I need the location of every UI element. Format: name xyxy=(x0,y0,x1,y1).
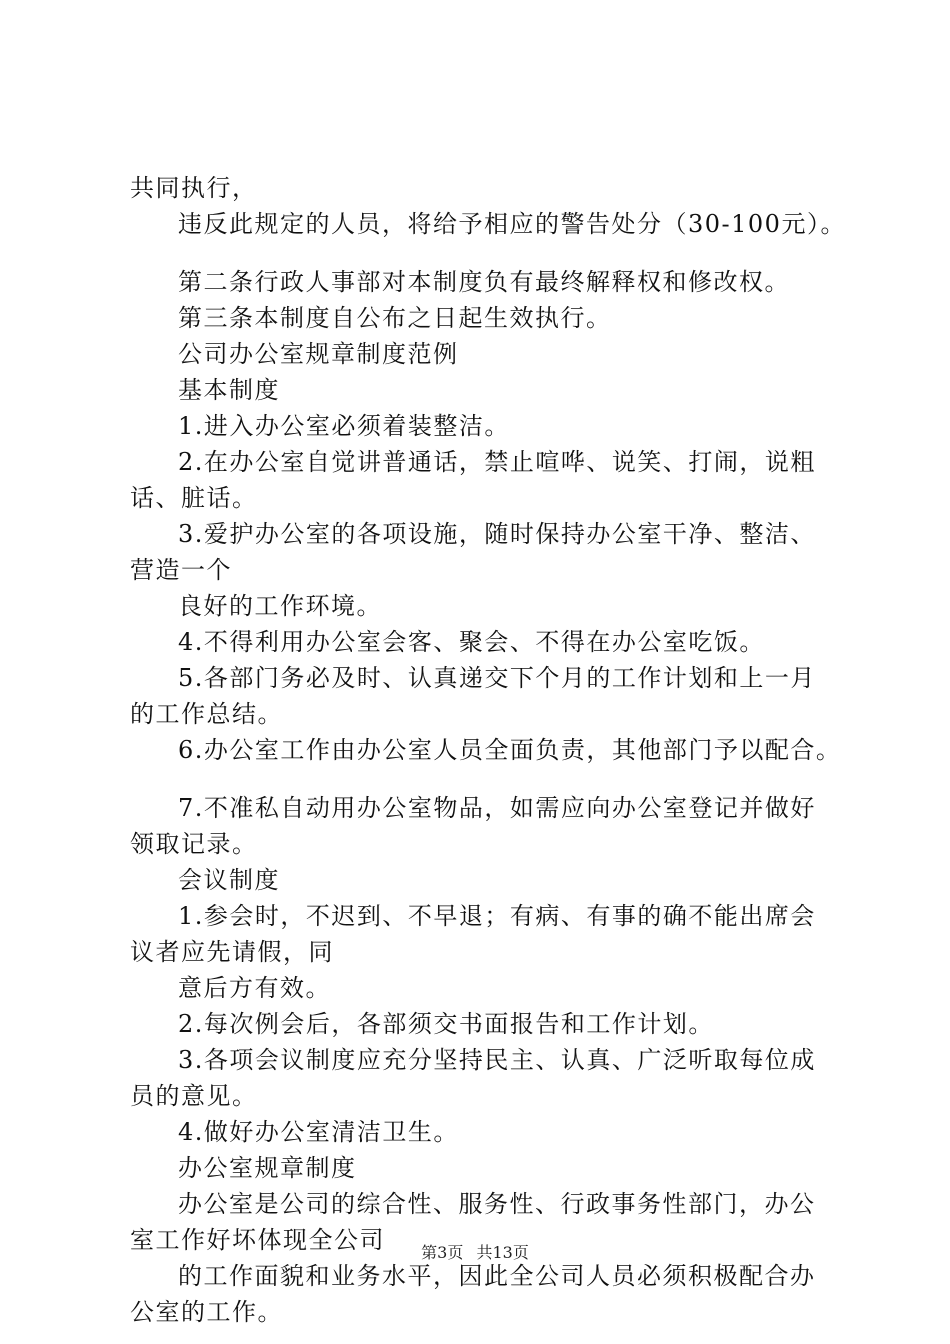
text-line: 第二条行政人事部对本制度负有最终解释权和修改权。 xyxy=(178,268,790,296)
text-line: 良好的工作环境。 xyxy=(178,592,382,620)
text-line: 共同执行， xyxy=(130,174,258,202)
text-line: 员的意见。 xyxy=(130,1082,258,1110)
text-line: 3.各项会议制度应充分坚持民主、认真、广泛听取每位成 xyxy=(178,1046,816,1074)
document-body xyxy=(130,170,850,1330)
text-line: 的工作总结。 xyxy=(130,700,283,728)
text-line: 公司办公室规章制度范例 xyxy=(178,340,459,368)
text-line: 会议制度 xyxy=(178,866,280,894)
text-line: 第三条本制度自公布之日起生效执行。 xyxy=(178,304,612,332)
text-line: 5.各部门务必及时、认真递交下个月的工作计划和上一月 xyxy=(178,664,816,692)
text-line: 1.进入办公室必须着装整洁。 xyxy=(178,412,510,440)
text-line: 7.不准私自动用办公室物品，如需应向办公室登记并做好 xyxy=(178,794,816,822)
paragraph-gap xyxy=(130,768,850,790)
page-total: 共13页 xyxy=(476,1243,529,1262)
text-line: 6.办公室工作由办公室人员全面负责，其他部门予以配合。 xyxy=(178,736,842,764)
text-line: 违反此规定的人员，将给予相应的警告处分（30-100元）。 xyxy=(178,210,846,238)
text-line: 基本制度 xyxy=(178,376,280,404)
page-number: 第3页 xyxy=(421,1243,464,1262)
text-line: 的工作面貌和业务水平，因此全公司人员必须积极配合办 xyxy=(178,1262,816,1290)
text-line: 话、脏话。 xyxy=(130,484,258,512)
text-line: 4.不得利用办公室会客、聚会、不得在办公室吃饭。 xyxy=(178,628,765,656)
text-line: 办公室是公司的综合性、服务性、行政事务性部门，办公 xyxy=(178,1190,816,1218)
page-footer xyxy=(0,1241,950,1265)
paragraph-gap xyxy=(130,242,850,264)
text-line: 2.在办公室自觉讲普通话，禁止喧哗、说笑、打闹，说粗 xyxy=(178,448,816,476)
text-line: 议者应先请假，同 xyxy=(130,938,334,966)
text-line: 公室的工作。 xyxy=(130,1298,283,1326)
text-line: 室工作好坏体现全公司 xyxy=(130,1226,385,1254)
text-line: 营造一个 xyxy=(130,556,232,584)
text-line: 4.做好办公室清洁卫生。 xyxy=(178,1118,459,1146)
text-line: 2.每次例会后，各部须交书面报告和工作计划。 xyxy=(178,1010,714,1038)
text-line: 办公室规章制度 xyxy=(178,1154,357,1182)
text-line: 领取记录。 xyxy=(130,830,258,858)
text-line: 意后方有效。 xyxy=(178,974,331,1002)
text-line: 3.爱护办公室的各项设施，随时保持办公室干净、整洁、 xyxy=(178,520,816,548)
text-line: 1.参会时，不迟到、不早退；有病、有事的确不能出席会 xyxy=(178,902,816,930)
